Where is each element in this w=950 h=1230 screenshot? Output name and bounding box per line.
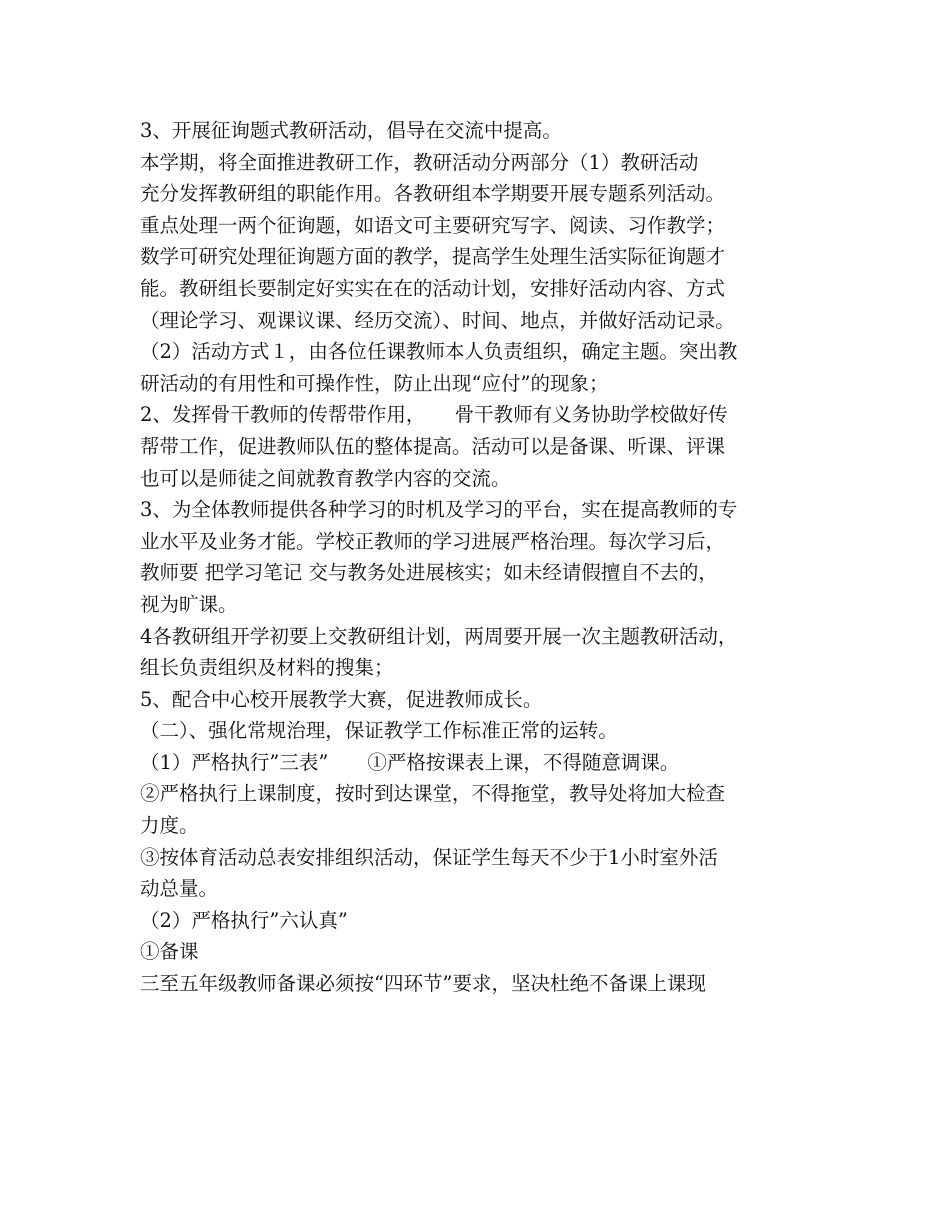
- text-line: 充分发挥教研组的职能作用。各教研组本学期要开展专题系列活动。: [140, 182, 726, 206]
- text-line: （二）、强化常规治理，保证教学工作标准正常的运转。: [140, 719, 618, 743]
- text-line: 3、为全体教师提供各种学习的时机及学习的平台，实在提高教师的专: [140, 498, 738, 522]
- text-line: 本学期，将全面推进教研工作，教研活动分两部分（1）教研活动: [140, 150, 699, 174]
- text-line: ③按体育活动总表安排组织活动，保证学生每天不少于1小时室外活: [140, 845, 718, 869]
- document-body: [140, 115, 812, 1000]
- text-line: （1）严格执行”三表” ①严格按课表上课，不得随意调课。: [140, 750, 680, 774]
- text-line: （2）严格执行”六认真”: [140, 908, 348, 932]
- text-line: 数学可研究处理征询题方面的教学，提高学生处理生活实际征询题才: [140, 245, 726, 269]
- text-line: 5、配合中心校开展教学大赛，促进教师成长。: [140, 687, 543, 711]
- text-line: 3、开展征询题式教研活动，倡导在交流中提高。: [140, 119, 562, 142]
- text-line: 组长负责组织及材料的搜集；: [140, 656, 394, 680]
- text-line: （理论学习、观课议课、经历交流）、时间、地点，并做好活动记录。: [140, 308, 735, 332]
- text-line: 能。教研组长要制定好实实在在的活动计划，安排好活动内容、方式: [140, 276, 726, 300]
- text-line: ①备课: [140, 940, 199, 964]
- text-line: 动总量。: [140, 877, 219, 901]
- text-line: 三至五年级教师备课必须按“四环节”要求，坚决杜绝不备课上课现: [140, 972, 706, 996]
- text-line: 研活动的有用性和可操作性，防止出现“应付”的现象；: [140, 371, 609, 395]
- text-line: 2、发挥骨干教师的传帮带作用， 骨干教师有义务协助学校做好传: [140, 403, 728, 427]
- text-line: 力度。: [140, 814, 199, 838]
- text-line: 4各教研组开学初要上交教研组计划，两周要开展一次主题教研活动，: [140, 624, 738, 648]
- text-line: （2）活动方式１，由各位任课教师本人负责组织，确定主题。突出教: [140, 340, 738, 364]
- text-line: 视为旷课。: [140, 592, 238, 616]
- text-line: ②严格执行上课制度，按时到达课堂，不得拖堂，教导处将加大检查: [140, 782, 726, 806]
- text-line: 教师要 把学习笔记 交与教务处进展核实；如未经请假擅自不去的，: [140, 561, 718, 585]
- text-line: 帮带工作，促进教师队伍的整体提高。活动可以是备课、听课、评课: [140, 434, 726, 458]
- text-line: 也可以是师徒之间就教育教学内容的交流。: [140, 466, 511, 490]
- text-line: 重点处理一两个征询题，如语文可主要研究写字、阅读、习作教学；: [140, 213, 726, 237]
- text-line: 业水平及业务才能。学校正教师的学习进展严格治理。每次学习后，: [140, 529, 726, 553]
